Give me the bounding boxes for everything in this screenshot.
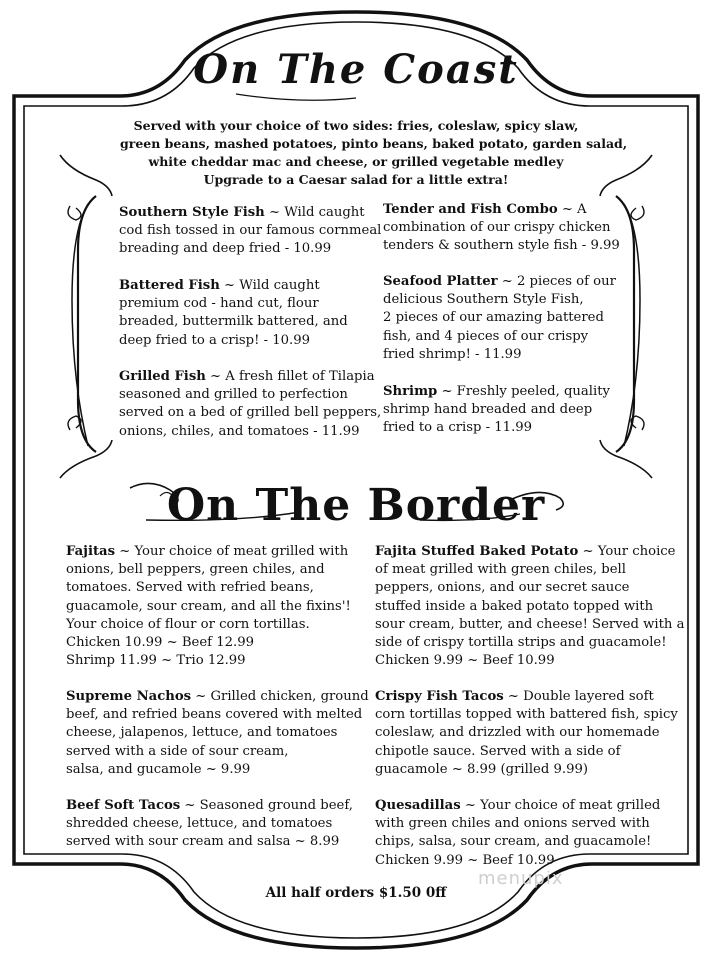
item-desc-line: shredded cheese, lettuce, and tomatoes: [66, 816, 333, 832]
menu-item-supreme-nachos: [66, 688, 369, 779]
menu-item-shrimp: [383, 383, 610, 438]
intro-line: green beans, mashed potatoes, pinto beans, baked potato, garden salad,: [120, 136, 628, 151]
item-name: Fajitas: [66, 544, 116, 559]
item-name: Supreme Nachos: [66, 689, 192, 704]
watermark: menupix: [478, 868, 564, 889]
item-name: Quesadillas: [375, 798, 461, 813]
menu-item-crispy-fish-tacos: [375, 688, 678, 779]
menu-item-tender-and-fish-combo: [383, 201, 620, 256]
item-desc-line: corn tortillas topped with battered fish, spicy: [375, 707, 678, 723]
item-desc-line: breading and deep fried - 10.99: [119, 241, 332, 257]
item-desc-line: served on a bed of grilled bell peppers,: [119, 405, 382, 421]
item-desc: ~ Your choice: [578, 544, 676, 559]
menu-item-quesadillas: [375, 797, 660, 870]
item-desc: ~ A fresh fillet of Tilapia: [205, 369, 375, 384]
item-desc-line: delicious Southern Style Fish,: [383, 292, 584, 308]
item-desc-line: tenders & southern style fish - 9.99: [383, 238, 620, 254]
item-desc: ~ Your choice of meat grilled: [460, 798, 661, 813]
item-desc-line: peppers, onions, and our secret sauce: [375, 580, 630, 596]
item-name: Southern Style Fish: [119, 205, 265, 220]
item-desc-line: seasoned and grilled to perfection: [119, 387, 348, 403]
item-desc: ~ 2 pieces of our: [497, 274, 616, 289]
item-desc-line: side of crispy tortilla strips and guacamole!: [375, 635, 667, 651]
item-desc-line: guacamole, sour cream, and all the fixins'!: [66, 598, 351, 614]
item-desc-line: Your choice of flour or corn tortillas.: [66, 616, 310, 632]
item-desc-line: salsa, and gucamole ~ 9.99: [66, 761, 251, 777]
item-desc-line: cod fish tossed in our famous cornmeal: [119, 223, 382, 239]
menu-item-beef-soft-tacos: [66, 797, 353, 852]
item-desc-line: served with a side of sour cream,: [66, 743, 289, 759]
item-desc-line: combination of our crispy chicken: [383, 220, 611, 236]
item-name: Grilled Fish: [119, 369, 206, 384]
item-desc-line: deep fried to a crisp! - 10.99: [119, 332, 311, 348]
item-desc-line: chips, salsa, sour cream, and guacamole!: [375, 834, 652, 850]
menu-item-southern-style-fish: [119, 204, 381, 259]
menu-item-fajitas: [66, 543, 351, 670]
item-desc-line: with green chiles and onions served with: [375, 816, 650, 832]
item-desc: ~ Wild caught: [219, 278, 320, 293]
intro-line: Served with your choice of two sides: fries, coleslaw, spicy slaw,: [133, 118, 579, 133]
item-desc-line: of meat grilled with green chiles, bell: [375, 562, 626, 578]
item-desc-line: breaded, buttermilk battered, and: [119, 314, 348, 330]
item-desc-line: fried to a crisp - 11.99: [383, 420, 533, 436]
item-desc-line: tomatoes. Served with refried beans,: [66, 580, 314, 596]
item-name: Tender and Fish Combo: [383, 202, 558, 217]
item-desc-line: coleslaw, and drizzled with our homemade: [375, 725, 660, 741]
item-desc-line: chipotle sauce. Served with a side of: [375, 743, 621, 759]
item-desc-line: 2 pieces of our amazing battered: [383, 310, 604, 326]
item-name: Beef Soft Tacos: [66, 798, 181, 813]
menu-item-battered-fish: [119, 277, 348, 350]
half-orders-note: All half orders $1.50 0ff: [265, 885, 447, 901]
item-desc-line: onions, chiles, and tomatoes - 11.99: [119, 423, 360, 439]
item-desc-line: served with sour cream and salsa ~ 8.99: [66, 834, 340, 850]
item-desc: ~ Your choice of meat grilled with: [115, 544, 349, 559]
item-desc-line: sour cream, butter, and cheese! Served with a: [375, 616, 685, 632]
item-name: Seafood Platter: [383, 274, 498, 289]
item-price-line: Chicken 10.99 ~ Beef 12.99: [66, 635, 254, 651]
item-desc-line: cheese, jalapenos, lettuce, and tomatoes: [66, 725, 338, 741]
intro-line: Upgrade to a Caesar salad for a little extra!: [203, 172, 509, 187]
item-name: Fajita Stuffed Baked Potato: [375, 544, 579, 559]
item-desc-line: shrimp hand breaded and deep: [383, 402, 593, 418]
item-name: Battered Fish: [119, 278, 220, 293]
menu-item-seafood-platter: [383, 273, 616, 364]
item-price-line: Shrimp 11.99 ~ Trio 12.99: [66, 653, 246, 669]
item-desc: ~ Seasoned ground beef,: [180, 798, 353, 813]
menu-item-grilled-fish: [119, 368, 381, 441]
item-name: Shrimp: [383, 384, 438, 399]
item-desc: ~ Double layered soft: [503, 689, 654, 704]
item-desc-line: onions, bell peppers, green chiles, and: [66, 562, 325, 578]
section-title-on-the-coast: On The Coast: [193, 46, 519, 93]
item-desc: ~ Wild caught: [264, 205, 365, 220]
section-title-on-the-border: On The Border: [166, 480, 546, 531]
item-desc-line: fried shrimp! - 11.99: [383, 346, 522, 362]
item-desc-line: beef, and refried beans covered with melted: [66, 707, 363, 723]
item-desc-line: stuffed inside a baked potato topped with: [375, 598, 654, 614]
item-price-line: Chicken 9.99 ~ Beef 10.99: [375, 852, 555, 868]
coast-sides-description: [120, 117, 628, 189]
item-desc: ~ Freshly peeled, quality: [437, 384, 610, 399]
item-desc-line: premium cod - hand cut, flour: [119, 296, 319, 312]
item-price-line: Chicken 9.99 ~ Beef 10.99: [375, 653, 555, 669]
item-name: Crispy Fish Tacos: [375, 689, 504, 704]
intro-line: white cheddar mac and cheese, or grilled vegetable medley: [148, 154, 564, 169]
item-desc-line: fish, and 4 pieces of our crispy: [383, 328, 589, 344]
item-desc: ~ A: [557, 202, 587, 217]
item-desc: ~ Grilled chicken, ground: [191, 689, 369, 704]
item-desc-line: guacamole ~ 8.99 (grilled 9.99): [375, 761, 588, 777]
menu-item-fajita-stuffed-baked-potato: [375, 543, 684, 670]
